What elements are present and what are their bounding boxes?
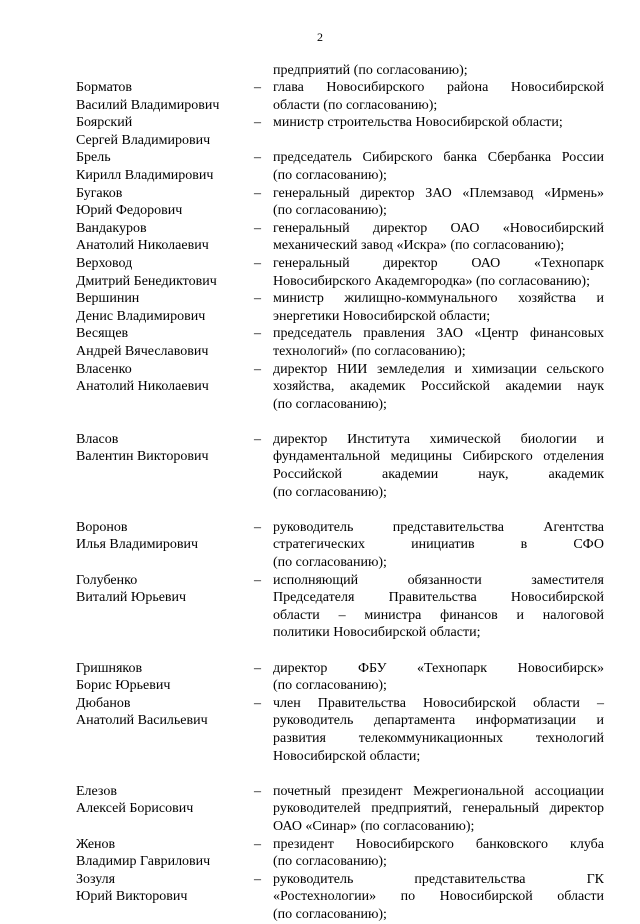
member-position — [273, 325, 604, 360]
member-name — [76, 783, 254, 836]
member-surname: Верховод — [76, 255, 133, 271]
members-list — [76, 79, 604, 924]
member-entry — [76, 695, 604, 765]
member-entry — [76, 290, 604, 325]
entry-dash: – — [254, 695, 261, 711]
member-entry — [76, 79, 604, 114]
member-name — [76, 149, 254, 184]
position-line: Новосибирской области; — [273, 748, 421, 764]
position-line: руководитель представительства ГК — [273, 871, 604, 887]
entry-dash: – — [254, 519, 261, 535]
continuation-line: предприятий (по согласованию); — [273, 63, 468, 78]
position-line: глава Новосибирского района Новосибирской — [273, 80, 604, 95]
member-given-names: Дмитрий Бенедиктович — [76, 273, 217, 289]
position-line: директор Института химической биологии и — [273, 431, 604, 447]
member-given-names: Сергей Владимирович — [76, 132, 211, 148]
position-line: (по согласованию); — [273, 854, 387, 870]
member-surname: Власов — [76, 431, 119, 447]
entry-dash: – — [254, 871, 261, 887]
position-line: (по согласованию); — [273, 484, 387, 500]
position-line: генеральный директор ОАО «Технопарк — [273, 255, 604, 271]
position-line: генеральный директор ОАО «Новосибирский — [273, 220, 604, 236]
member-name — [76, 431, 254, 501]
member-surname: Боярский — [76, 115, 133, 131]
position-line: исполняющий обязанности заместителя — [273, 572, 604, 588]
member-given-names: Алексей Борисович — [76, 801, 194, 817]
member-surname: Весящев — [76, 326, 129, 342]
member-position — [273, 290, 604, 325]
member-position — [273, 185, 604, 220]
member-entry — [76, 361, 604, 414]
member-surname: Власенко — [76, 361, 132, 377]
position-line: (по согласованию); — [273, 678, 387, 694]
position-line: президент Новосибирского банковского клуба — [273, 836, 604, 852]
member-entry — [76, 572, 604, 642]
entry-dash: – — [254, 150, 261, 166]
position-line: министр строительства Новосибирской области; — [273, 115, 563, 131]
member-position — [273, 114, 604, 149]
member-surname: Борматов — [76, 80, 132, 95]
page-number: 2 — [317, 30, 323, 44]
member-position — [273, 149, 604, 184]
position-line: (по согласованию); — [273, 906, 387, 922]
member-name — [76, 114, 254, 149]
entry-dash: – — [254, 291, 261, 307]
position-line: Председателя Правительства Новосибирской — [273, 590, 604, 606]
member-surname: Вершинин — [76, 291, 140, 307]
member-name — [76, 519, 254, 572]
member-given-names: Денис Владимирович — [76, 308, 206, 324]
member-name — [76, 572, 254, 642]
member-name — [76, 290, 254, 325]
member-name — [76, 79, 254, 114]
position-line: Российской академии наук, академик — [273, 467, 604, 483]
member-name — [76, 695, 254, 765]
member-entry — [76, 149, 604, 184]
position-line: член Правительства Новосибирской области – — [273, 695, 604, 711]
entry-spacer — [76, 765, 604, 783]
entry-dash: – — [254, 255, 261, 271]
member-given-names: Андрей Вячеславович — [76, 343, 209, 359]
entry-dash: – — [254, 836, 261, 852]
position-line: «Ростехнологии» по Новосибирской области — [273, 889, 604, 905]
member-position — [273, 572, 604, 642]
member-surname: Женов — [76, 836, 116, 852]
member-entry — [76, 783, 604, 836]
member-given-names: Юрий Викторович — [76, 889, 188, 905]
position-line: фундаментальной медицины Сибирского отделения — [273, 449, 604, 465]
member-entry — [76, 519, 604, 572]
member-surname: Гришняков — [76, 660, 143, 676]
position-line: директор НИИ земледелия и химизации сельского — [273, 361, 604, 377]
member-position — [273, 660, 604, 695]
member-surname: Бугаков — [76, 185, 123, 201]
entry-dash: – — [254, 80, 261, 95]
entry-dash: – — [254, 361, 261, 377]
member-entry — [76, 325, 604, 360]
position-line: директор ФБУ «Технопарк Новосибирск» — [273, 660, 604, 676]
position-line: (по согласованию); — [273, 167, 387, 183]
member-position — [273, 836, 604, 871]
member-entry — [76, 114, 604, 149]
member-name — [76, 255, 254, 290]
member-surname: Брель — [76, 150, 111, 166]
member-entry — [76, 660, 604, 695]
member-name — [76, 185, 254, 220]
member-entry — [76, 871, 604, 924]
member-given-names: Анатолий Николаевич — [76, 379, 209, 395]
member-surname: Дюбанов — [76, 695, 131, 711]
position-line: развития телекоммуникационных технологий — [273, 730, 604, 746]
member-entry — [76, 836, 604, 871]
position-line: Новосибирского Академгородка» (по согласованию); — [273, 273, 590, 289]
entry-dash: – — [254, 185, 261, 201]
member-name — [76, 361, 254, 414]
member-position — [273, 255, 604, 290]
position-line: руководитель представительства Агентства — [273, 519, 604, 535]
member-surname: Воронов — [76, 519, 128, 535]
entry-dash: – — [254, 115, 261, 131]
member-given-names: Борис Юрьевич — [76, 678, 171, 694]
position-line: ОАО «Синар» (по согласованию); — [273, 818, 475, 834]
member-given-names: Юрий Федорович — [76, 203, 183, 219]
member-given-names: Владимир Гаврилович — [76, 854, 211, 870]
member-given-names: Василий Владимирович — [76, 97, 220, 113]
member-position — [273, 871, 604, 924]
member-position — [273, 361, 604, 414]
member-position — [273, 783, 604, 836]
member-given-names: Анатолий Николаевич — [76, 238, 209, 254]
member-given-names: Кирилл Владимирович — [76, 167, 214, 183]
entry-dash: – — [254, 783, 261, 799]
member-name — [76, 660, 254, 695]
position-line: министр жилищно-коммунального хозяйства и — [273, 291, 604, 307]
entry-dash: – — [254, 431, 261, 447]
member-given-names: Виталий Юрьевич — [76, 590, 187, 606]
position-line: стратегических инициатив в СФО — [273, 537, 604, 553]
member-name — [76, 836, 254, 871]
member-surname: Елезов — [76, 783, 117, 799]
member-name — [76, 220, 254, 255]
member-surname: Голубенко — [76, 572, 138, 588]
entry-dash: – — [254, 572, 261, 588]
position-line: (по согласованию); — [273, 396, 387, 412]
member-given-names: Валентин Викторович — [76, 449, 209, 465]
member-entry — [76, 255, 604, 290]
entry-spacer — [76, 501, 604, 519]
member-position — [273, 220, 604, 255]
position-line: хозяйства, академик Российской академии наук — [273, 379, 604, 395]
entry-spacer — [76, 413, 604, 431]
position-line: почетный президент Межрегиональной ассоциации — [273, 783, 604, 799]
member-position — [273, 431, 604, 501]
position-line: (по согласованию); — [273, 203, 387, 219]
position-line: области (по согласованию); — [273, 97, 438, 113]
entry-dash: – — [254, 220, 261, 236]
member-entry — [76, 431, 604, 501]
entry-spacer — [76, 642, 604, 660]
member-position — [273, 695, 604, 765]
member-position — [273, 519, 604, 572]
member-surname: Вандакуров — [76, 220, 147, 236]
member-given-names: Илья Владимирович — [76, 537, 199, 553]
position-line: председатель правления ЗАО «Центр финансовых — [273, 326, 604, 342]
position-line: политики Новосибирской области; — [273, 625, 481, 641]
member-entry — [76, 220, 604, 255]
position-line: генеральный директор ЗАО «Племзавод «Ирмень» — [273, 185, 604, 201]
member-given-names: Анатолий Васильевич — [76, 713, 208, 729]
member-surname: Зозуля — [76, 871, 116, 887]
member-position — [273, 79, 604, 114]
entry-dash: – — [254, 660, 261, 676]
member-name — [76, 325, 254, 360]
position-line: руководителей предприятий, генеральный директор — [273, 801, 604, 817]
position-line: руководитель департамента информатизации и — [273, 713, 604, 729]
position-line: области – министра финансов и налоговой — [273, 607, 604, 623]
position-line: технологий» (по согласованию); — [273, 343, 466, 359]
position-line: председатель Сибирского банка Сбербанка России — [273, 150, 604, 166]
position-line: (по согласованию); — [273, 555, 387, 571]
member-name — [76, 871, 254, 924]
position-line: механический завод «Искра» (по согласованию); — [273, 238, 565, 254]
position-line: энергетики Новосибирской области; — [273, 308, 491, 324]
member-entry — [76, 185, 604, 220]
entry-dash: – — [254, 326, 261, 342]
